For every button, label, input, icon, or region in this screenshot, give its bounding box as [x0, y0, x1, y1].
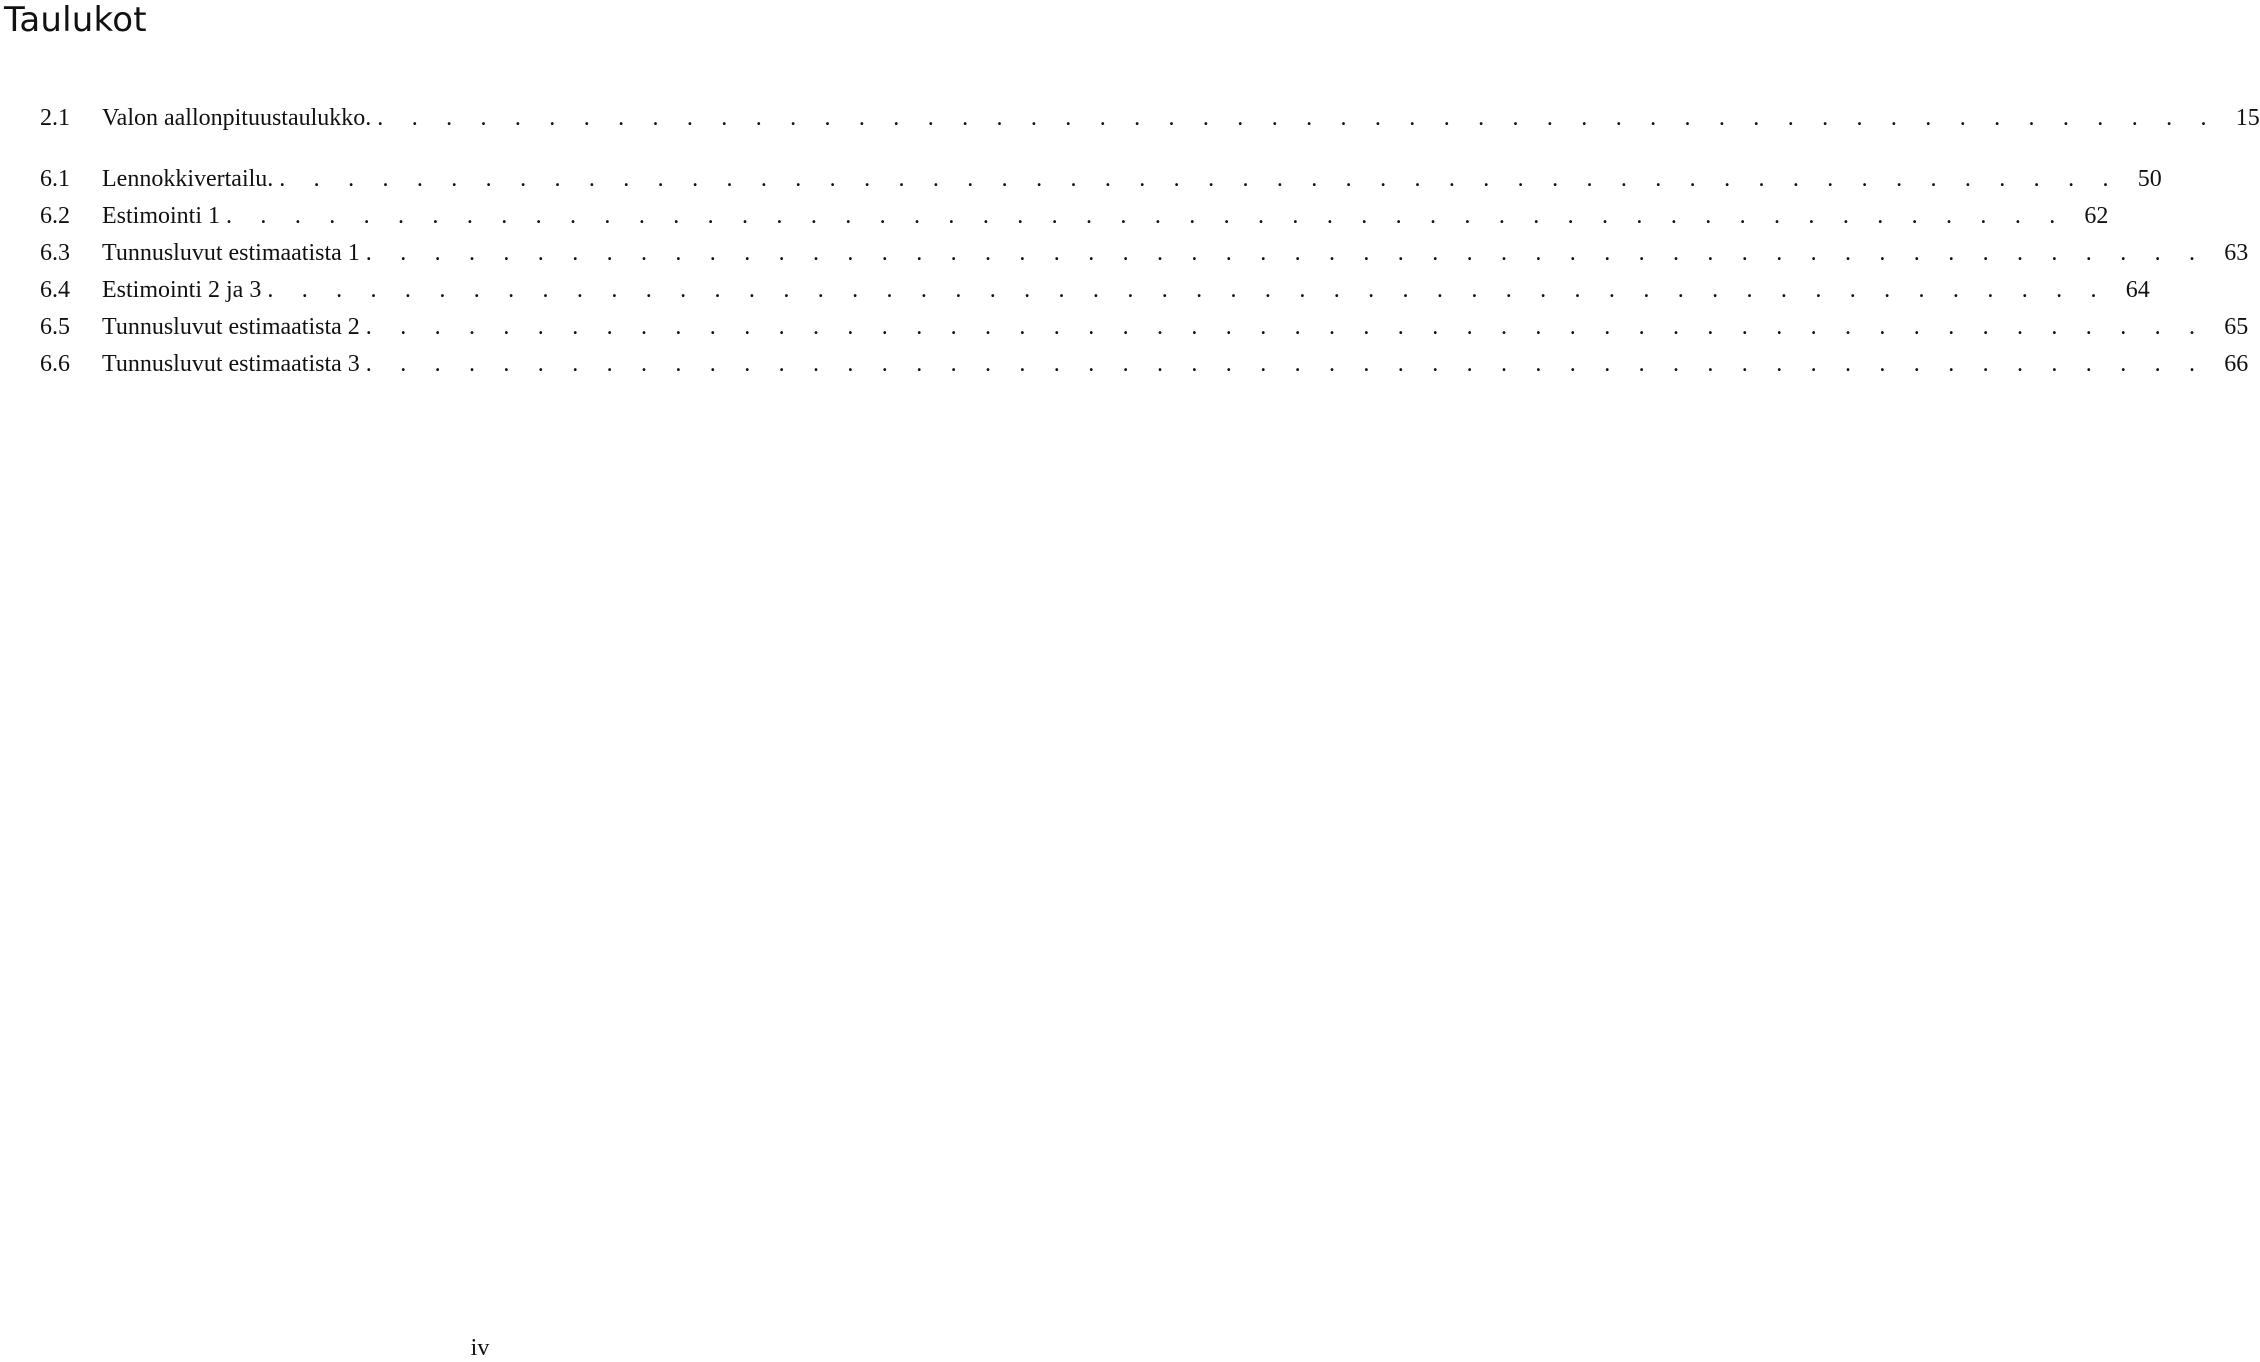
- toc-entry-page: 50: [2137, 166, 2162, 192]
- toc-entry-page: 66: [2224, 351, 2249, 377]
- toc-entry-6-3[interactable]: [40, 235, 2249, 272]
- toc-entry-number: 6.3: [40, 240, 70, 266]
- toc-entry-title: Tunnusluvut estimaatista 2: [102, 314, 360, 340]
- page-title: Taulukot: [4, 0, 147, 40]
- dot-leader: . . . . . . . . . . . . . . . . . . . . . . . . . . . . . . . . . . . . . . . . . . . . . . . . . . . . . .: [365, 314, 2207, 340]
- toc-entry-number: 6.2: [40, 203, 70, 229]
- toc-entry-number: 6.4: [40, 277, 70, 303]
- toc-entry-page: 15: [2235, 105, 2260, 131]
- list-of-tables: [40, 100, 2260, 383]
- toc-entry-number: 6.6: [40, 351, 70, 377]
- toc-entry-page: 63: [2224, 240, 2249, 266]
- dot-leader: . . . . . . . . . . . . . . . . . . . . . . . . . . . . . . . . . . . . . . . . . . . . . . . . . . . . . .: [226, 203, 2067, 229]
- toc-entry-6-6[interactable]: [40, 346, 2249, 383]
- dot-leader: . . . . . . . . . . . . . . . . . . . . . . . . . . . . . . . . . . . . . . . . . . . . . . . . . . . . . .: [377, 105, 2218, 131]
- toc-entry-page: 65: [2224, 314, 2249, 340]
- toc-entry-title: Valon aallonpituustaulukko.: [102, 105, 372, 131]
- dot-leader: . . . . . . . . . . . . . . . . . . . . . . . . . . . . . . . . . . . . . . . . . . . . . . . . . . . . . .: [365, 351, 2207, 377]
- toc-entry-number: 2.1: [40, 105, 70, 131]
- toc-entry-title: Tunnusluvut estimaatista 1: [102, 240, 360, 266]
- toc-entry-number: 6.1: [40, 166, 70, 192]
- toc-entry-6-2[interactable]: [40, 198, 2109, 235]
- toc-entry-title: Estimointi 1: [102, 203, 221, 229]
- toc-entry-title: Lennokkivertailu.: [102, 166, 274, 192]
- toc-entry-title: Tunnusluvut estimaatista 3: [102, 351, 360, 377]
- toc-entry-title: Estimointi 2 ja 3: [102, 277, 262, 303]
- toc-entry-page: 62: [2084, 203, 2109, 229]
- dot-leader: . . . . . . . . . . . . . . . . . . . . . . . . . . . . . . . . . . . . . . . . . . . . . . . . . . . . . .: [365, 240, 2207, 266]
- page-number: iv: [470, 1335, 490, 1361]
- toc-entry-6-1[interactable]: [40, 161, 2162, 198]
- toc-entry-6-4[interactable]: [40, 272, 2150, 309]
- toc-entry-page: 64: [2125, 277, 2150, 303]
- toc-entry-2-1[interactable]: [40, 100, 2260, 137]
- dot-leader: . . . . . . . . . . . . . . . . . . . . . . . . . . . . . . . . . . . . . . . . . . . . . . . . . . . . . .: [279, 166, 2120, 192]
- toc-entry-number: 6.5: [40, 314, 70, 340]
- toc-entry-6-5[interactable]: [40, 309, 2249, 346]
- dot-leader: . . . . . . . . . . . . . . . . . . . . . . . . . . . . . . . . . . . . . . . . . . . . . . . . . . . . . .: [267, 277, 2108, 303]
